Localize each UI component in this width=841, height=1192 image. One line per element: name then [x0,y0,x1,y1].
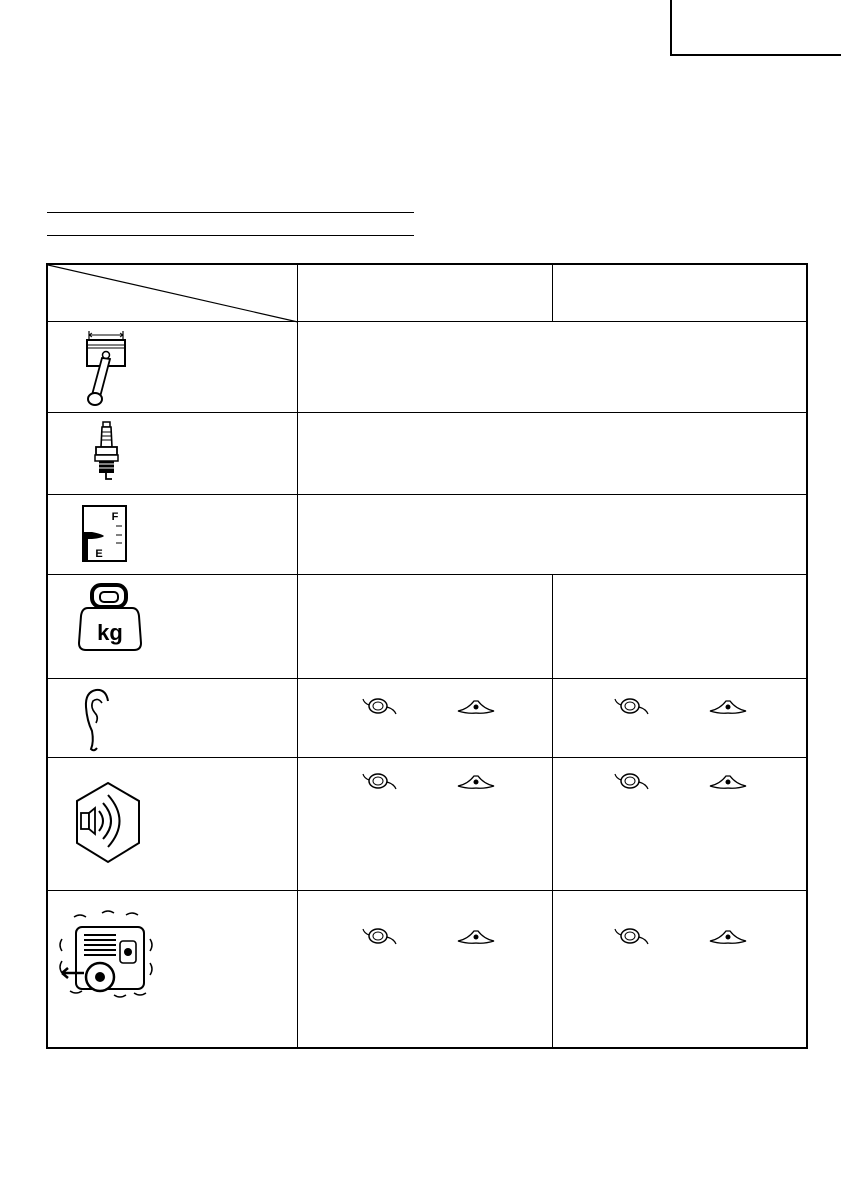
weight-kg-icon [78,583,142,653]
corner-tab [670,0,841,56]
nylon-cutter-head-icon [360,697,400,717]
column-divider-label [297,265,298,1047]
row-divider [48,412,806,413]
specifications-table [46,263,808,1049]
title-underline-1 [47,212,414,213]
spark-plug-icon [92,421,122,491]
row-divider [48,321,806,322]
metal-blade-icon [456,697,496,717]
sound-power-hexagon-icon [75,781,141,865]
nylon-cutter-head-icon [612,927,652,947]
fuel-tank-gauge-icon [82,505,128,563]
nylon-cutter-head-icon [612,772,652,792]
column-divider-models-body [552,575,553,1047]
ear-noise-icon [82,687,114,753]
metal-blade-icon [708,697,748,717]
row-divider [48,574,806,575]
metal-blade-icon [708,927,748,947]
metal-blade-icon [708,772,748,792]
vibration-engine-icon [54,909,158,1009]
metal-blade-icon [456,772,496,792]
header-diagonal-line [48,265,298,323]
row-divider [48,494,806,495]
row-divider [48,678,806,679]
gauge-full-label: F [111,511,119,523]
row-divider [48,757,806,758]
column-divider-models-header [552,265,553,322]
metal-blade-icon [456,927,496,947]
weight-label: kg [97,620,123,645]
nylon-cutter-head-icon [612,697,652,717]
nylon-cutter-head-icon [360,927,400,947]
row-divider [48,890,806,891]
title-underline-2 [47,235,414,236]
nylon-cutter-head-icon [360,772,400,792]
piston-displacement-icon [82,329,132,409]
gauge-empty-label: E [95,548,103,560]
